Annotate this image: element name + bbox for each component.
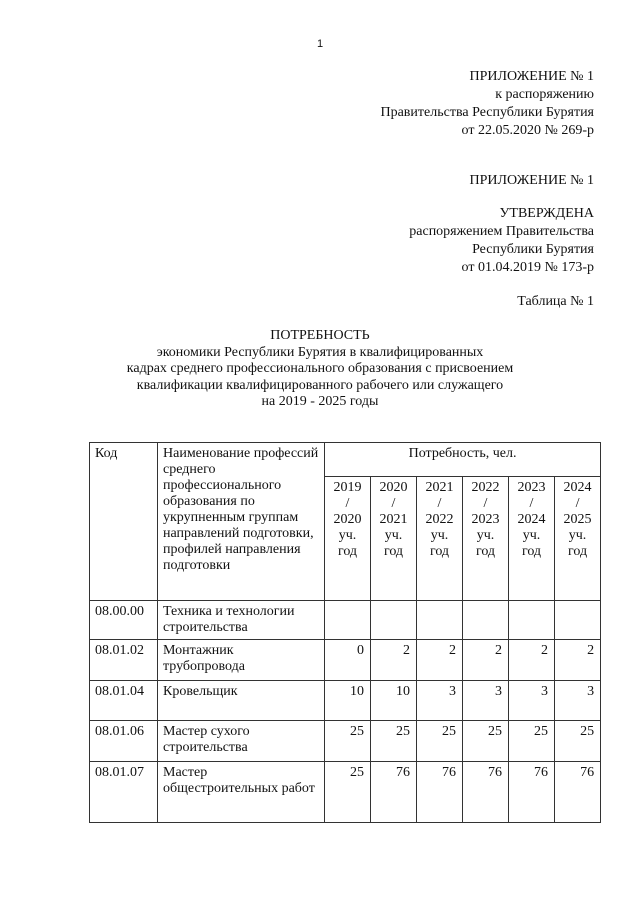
year-start: 2019: [333, 480, 362, 495]
page-number: 1: [316, 38, 324, 50]
year-unit: уч.: [522, 528, 541, 543]
title-line-4: квалификации квалифицированного рабочего или служащего: [136, 377, 504, 393]
row-value: 3: [555, 681, 601, 721]
approved-line: от 01.04.2019 № 173-р: [461, 260, 594, 275]
title-line-2: экономики Республики Бурятия в квалифицированных: [156, 344, 484, 360]
row-value: 76: [417, 762, 463, 823]
row-code: 08.01.02: [90, 640, 158, 681]
row-value: 0: [325, 640, 371, 681]
row-value: 25: [325, 762, 371, 823]
year-end: 2020: [333, 512, 362, 527]
row-value: 25: [417, 721, 463, 762]
row-value: 25: [463, 721, 509, 762]
table-label-block: [517, 293, 594, 311]
title-line-1: ПОТРЕБНОСТЬ: [270, 328, 370, 343]
year-slash: /: [345, 496, 350, 511]
header-code: Код: [90, 443, 158, 601]
year-header: [509, 477, 555, 601]
row-name: Техника и технологии строительства: [158, 601, 325, 640]
row-value: [555, 601, 601, 640]
year-unit: уч.: [384, 528, 403, 543]
year-start: 2020: [379, 480, 408, 495]
row-value: 25: [555, 721, 601, 762]
row-value: [509, 601, 555, 640]
year-header: [417, 477, 463, 601]
row-code: 08.00.00: [90, 601, 158, 640]
year-start: 2021: [425, 480, 454, 495]
row-value: 2: [417, 640, 463, 681]
year-word: год: [475, 544, 496, 559]
row-name: Монтажник трубопровода: [158, 640, 325, 681]
row-code: 08.01.06: [90, 721, 158, 762]
appendix2-title: ПРИЛОЖЕНИЕ № 1: [469, 173, 594, 188]
approved-line: распоряжением Правительства: [409, 224, 594, 239]
row-value: 25: [325, 721, 371, 762]
title-line-5: на 2019 - 2025 годы: [261, 394, 379, 409]
approved-title: УТВЕРЖДЕНА: [499, 206, 594, 221]
row-value: 10: [325, 681, 371, 721]
table-row: [90, 601, 601, 640]
year-header: [371, 477, 417, 601]
table-row: [90, 762, 601, 823]
row-value: 76: [463, 762, 509, 823]
year-start: 2022: [471, 480, 500, 495]
year-word: год: [429, 544, 450, 559]
year-unit: уч.: [430, 528, 449, 543]
header-need: Потребность, чел.: [325, 443, 601, 477]
row-value: 25: [371, 721, 417, 762]
appendix-block: [380, 68, 594, 140]
year-slash: /: [391, 496, 396, 511]
appendix-line: Правительства Республики Бурятия: [380, 105, 594, 120]
row-code: 08.01.04: [90, 681, 158, 721]
row-value: 76: [509, 762, 555, 823]
row-name: Кровельщик: [158, 681, 325, 721]
year-word: год: [521, 544, 542, 559]
row-value: 3: [417, 681, 463, 721]
row-value: [371, 601, 417, 640]
year-header: [555, 477, 601, 601]
row-value: [325, 601, 371, 640]
table-label: Таблица № 1: [517, 294, 594, 309]
year-word: год: [383, 544, 404, 559]
table-header-row: [90, 443, 601, 477]
year-unit: уч.: [338, 528, 357, 543]
approved-block: [409, 205, 594, 277]
year-end: 2022: [425, 512, 454, 527]
year-slash: /: [437, 496, 442, 511]
row-value: 76: [371, 762, 417, 823]
row-value: 2: [555, 640, 601, 681]
title-line-3: кадрах среднего профессионального образования с присвоением: [126, 361, 514, 376]
appendix-title: ПРИЛОЖЕНИЕ № 1: [469, 69, 594, 84]
row-value: 10: [371, 681, 417, 721]
needs-table: [89, 442, 601, 823]
appendix2-block: [470, 172, 595, 190]
row-value: 2: [371, 640, 417, 681]
year-header: [463, 477, 509, 601]
year-word: год: [567, 544, 588, 559]
row-name: Мастер сухого строительства: [158, 721, 325, 762]
row-value: [463, 601, 509, 640]
appendix-line: от 22.05.2020 № 269-р: [461, 123, 594, 138]
year-start: 2024: [563, 480, 592, 495]
row-value: 25: [509, 721, 555, 762]
table-row: [90, 721, 601, 762]
row-value: 2: [509, 640, 555, 681]
year-slash: /: [483, 496, 488, 511]
row-code: 08.01.07: [90, 762, 158, 823]
year-end: 2025: [563, 512, 592, 527]
year-unit: уч.: [476, 528, 495, 543]
row-value: 76: [555, 762, 601, 823]
row-value: 3: [463, 681, 509, 721]
row-value: [417, 601, 463, 640]
year-end: 2023: [471, 512, 500, 527]
row-value: 2: [463, 640, 509, 681]
row-name: Мастер общестроительных работ: [158, 762, 325, 823]
approved-line: Республики Бурятия: [472, 242, 594, 257]
year-unit: уч.: [568, 528, 587, 543]
year-end: 2024: [517, 512, 546, 527]
header-name: Наименование профессий среднего профессионального образования по укрупненным группам направлений подготовки, профилей направления подготовки: [158, 443, 325, 601]
appendix-line: к распоряжению: [495, 87, 594, 102]
year-start: 2023: [517, 480, 546, 495]
year-end: 2021: [379, 512, 408, 527]
table-row: [90, 681, 601, 721]
year-header: [325, 477, 371, 601]
year-word: год: [337, 544, 358, 559]
table-row: [90, 640, 601, 681]
year-slash: /: [529, 496, 534, 511]
row-value: 3: [509, 681, 555, 721]
year-slash: /: [575, 496, 580, 511]
document-title: [0, 328, 640, 411]
